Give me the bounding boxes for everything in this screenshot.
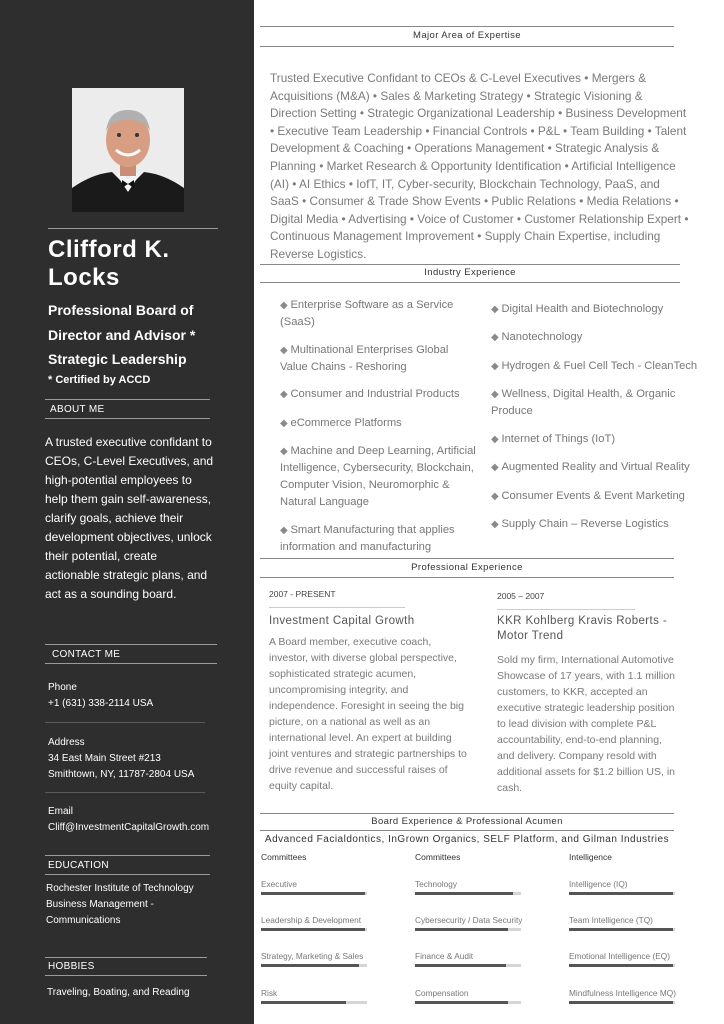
industry-item-label: Machine and Deep Learning, Artificial Intelligence, Cybersecurity, Blockchain, Computer Vision, Neuromorphic & Natural Language xyxy=(280,445,476,508)
name-line1: Clifford K. xyxy=(48,236,170,263)
divider xyxy=(260,830,674,831)
education-heading: EDUCATION xyxy=(48,860,109,871)
skill-bar-fill xyxy=(261,1001,346,1004)
skill-bar-fill xyxy=(569,1001,673,1004)
divider xyxy=(45,644,217,645)
skill-bar xyxy=(261,1001,367,1004)
skill-bar-fill xyxy=(415,892,513,895)
skill-bar xyxy=(569,964,675,967)
skill-label: Risk xyxy=(261,988,278,998)
education-degree: Business Management - xyxy=(46,899,154,910)
industry-item-label: eCommerce Platforms xyxy=(290,417,402,429)
industry-item-label: Hydrogen & Fuel Cell Tech - CleanTech xyxy=(501,360,698,372)
education-school: Rochester Institute of Technology xyxy=(46,883,194,894)
skill-bar-fill xyxy=(261,928,365,931)
certification: * Certified by ACCD xyxy=(48,374,151,386)
skill-bar xyxy=(261,928,367,931)
job-dates: 2007 - PRESENT xyxy=(269,589,336,599)
contact-heading: CONTACT ME xyxy=(52,649,121,660)
diamond-icon: ◆ xyxy=(280,525,291,536)
skill-bar xyxy=(415,964,521,967)
divider xyxy=(260,264,680,265)
hobbies-text: Traveling, Boating, and Reading xyxy=(47,987,190,998)
skill-bar xyxy=(569,1001,675,1004)
profile-name xyxy=(48,236,169,292)
industry-item xyxy=(280,443,480,511)
skill-label: Compensation xyxy=(415,988,469,998)
sidebar xyxy=(0,0,254,1024)
board-heading: Board Experience & Professional Acumen xyxy=(371,816,563,827)
divider xyxy=(45,418,210,419)
address-line2: Smithtown, NY, 11787-2804 USA xyxy=(48,769,195,780)
industry-item-label: Nanotechnology xyxy=(501,331,583,343)
industry-item-label: Supply Chain – Reverse Logistics xyxy=(501,518,669,530)
industry-item-label: Consumer and Industrial Products xyxy=(290,388,460,400)
divider xyxy=(260,46,674,47)
divider xyxy=(260,558,674,559)
industry-item xyxy=(491,488,716,505)
skill-bar-fill xyxy=(569,928,673,931)
industry-item xyxy=(491,516,706,533)
skill-bar xyxy=(261,964,367,967)
divider xyxy=(48,228,218,229)
skill-bar-fill xyxy=(415,964,506,967)
job-description: Sold my firm, International Automotive Showcase of 17 years, with 1.1 million customers, to KKR, accepted an executive strategic leadership position to lead division with complete P&L accountability, end-to-end planning, and delivery. Company resold with additional assets for $1.2 billion US, in cash. xyxy=(497,654,676,794)
divider xyxy=(45,975,207,976)
industry-item-label: Enterprise Software as a Service (SaaS) xyxy=(280,299,454,328)
skill-label: Cybersecurity / Data Security xyxy=(415,915,523,925)
skill-label: Technology xyxy=(415,879,457,889)
divider xyxy=(45,855,210,856)
skill-bar xyxy=(415,892,521,895)
skill-column-title: Committees xyxy=(415,852,461,862)
industry-item xyxy=(491,459,716,476)
diamond-icon: ◆ xyxy=(491,434,502,445)
diamond-icon: ◆ xyxy=(491,491,502,502)
skill-label: Finance & Audit xyxy=(415,951,474,961)
skill-bar-fill xyxy=(415,1001,508,1004)
divider xyxy=(45,663,217,664)
address-line1: 34 East Main Street #213 xyxy=(48,753,161,764)
skill-label: Strategy, Marketing & Sales xyxy=(261,951,364,961)
skill-label: Executive xyxy=(261,879,297,889)
diamond-icon: ◆ xyxy=(491,389,502,400)
diamond-icon: ◆ xyxy=(491,361,502,372)
about-text: A trusted executive confidant to CEOs, C-Level Executives, and high-potential employees to help them gain self-awareness, clarify goals, achieve their development objectives, unlock their potential, create actionable strategic plans, and act as a sounding board. xyxy=(45,435,214,601)
industry-item xyxy=(280,297,470,331)
profile-title: Professional Board of Director and Advisor * Strategic Leadership xyxy=(48,302,196,367)
diamond-icon: ◆ xyxy=(280,446,291,457)
divider xyxy=(45,722,205,723)
divider xyxy=(260,577,674,578)
about-heading: ABOUT ME xyxy=(50,404,105,415)
industry-item-label: Internet of Things (IoT) xyxy=(501,433,616,445)
industry-item-label: Smart Manufacturing that applies information and manufacturing xyxy=(280,524,455,553)
diamond-icon: ◆ xyxy=(280,300,291,311)
divider xyxy=(45,957,207,958)
divider xyxy=(260,26,674,27)
skill-bar xyxy=(569,928,675,931)
industry-item xyxy=(491,358,716,375)
industry-item-label: Multinational Enterprises Global Value Chains - Reshoring xyxy=(280,344,449,373)
industry-item-label: Augmented Reality and Virtual Reality xyxy=(501,461,690,473)
diamond-icon: ◆ xyxy=(491,462,502,473)
address-label: Address xyxy=(48,737,85,748)
job-dates: 2005 – 2007 xyxy=(497,591,545,601)
industry-item xyxy=(491,329,706,346)
diamond-icon: ◆ xyxy=(491,332,502,343)
skill-label: Emotional Intelligence (EQ) xyxy=(569,951,670,961)
diamond-icon: ◆ xyxy=(491,519,502,530)
skill-bar xyxy=(415,1001,521,1004)
skill-column-title: Intelligence xyxy=(569,852,613,862)
industry-item xyxy=(491,301,706,318)
divider xyxy=(45,399,210,400)
industry-item xyxy=(280,386,480,403)
skill-bar xyxy=(569,892,675,895)
divider xyxy=(45,792,205,793)
industry-item xyxy=(280,522,480,556)
diamond-icon: ◆ xyxy=(280,418,291,429)
divider xyxy=(45,874,210,875)
job-company: Investment Capital Growth xyxy=(269,615,415,627)
professional-heading: Professional Experience xyxy=(411,562,523,573)
skill-bar-fill xyxy=(261,892,365,895)
email-value[interactable]: Cliff@InvestmentCapitalGrowth.com xyxy=(48,822,210,833)
job-company: KKR Kohlberg Kravis Roberts - Motor Trend xyxy=(497,615,668,642)
industry-item xyxy=(280,342,470,376)
diamond-icon: ◆ xyxy=(280,389,291,400)
email-label: Email xyxy=(48,806,74,817)
board-companies: Advanced Facialdontics, InGrown Organics, SELF Platform, and Gilman Industries xyxy=(264,834,670,845)
phone-label: Phone xyxy=(48,682,77,693)
diamond-icon: ◆ xyxy=(491,304,502,315)
education-major: Communications xyxy=(46,915,121,926)
skill-bar-fill xyxy=(261,964,359,967)
industry-item xyxy=(280,415,480,432)
expertise-heading: Major Area of Expertise xyxy=(413,30,521,41)
diamond-icon: ◆ xyxy=(280,345,291,356)
skill-bar-fill xyxy=(569,892,673,895)
skill-bar-fill xyxy=(415,928,508,931)
skill-label: Leadership & Development xyxy=(261,915,362,925)
skill-column-title: Committees xyxy=(261,852,307,862)
skill-bar xyxy=(415,928,521,931)
divider xyxy=(497,609,635,610)
skill-bar-fill xyxy=(569,964,673,967)
industry-item xyxy=(491,431,706,448)
divider xyxy=(260,813,674,814)
divider xyxy=(260,282,680,283)
profile-photo xyxy=(72,88,184,212)
industry-item-label: Wellness, Digital Health, & Organic Produce xyxy=(491,388,676,417)
phone-value[interactable]: +1 (631) 338-2114 USA xyxy=(48,698,154,709)
hobbies-heading: HOBBIES xyxy=(48,961,95,972)
expertise-text: Trusted Executive Confidant to CEOs & C-Level Executives • Mergers & Acquisitions (M&A) • Sales & Marketing Strategy • Strategic Visioning & Direction Setting • Strategic Organizational Leadership • Business Development • Executive Team Leadership • Financial Controls • P&L • Team Building • Talent Development & Coaching • Operations Management • Strategic Analysis & Planning • Market Research & Opportunity Identification • Artificial Intelligence (AI) • AI Ethics • IofT, IT, Cyber-security, Blockchain Technology, PaaS, and SaaS • Consumer & Trade Show Events • Public Relations • Media Relations • Digital Media • Advertising • Voice of Customer • Customer Relationship Expert • Continuous Management Improvement • Supply Chain Expertise, including Reverse Logistics. xyxy=(270,71,689,261)
industry-item-label: Digital Health and Biotechnology xyxy=(501,303,664,315)
skill-label: Team Intelligence (TQ) xyxy=(569,915,653,925)
skill-label: Intelligence (IQ) xyxy=(569,879,628,889)
portrait-image xyxy=(72,88,184,212)
skill-label: Mindfulness Intelligence MQ) xyxy=(569,988,676,998)
name-line2: Locks xyxy=(48,264,120,291)
job-description: A Board member, executive coach, investor, with diverse global perspective, sophisticated strategic acumen, uncompromising integrity, and independence. Foresight in seeing the big picture, on a national as well as an international level. An expert at building joint ventures and strategic partnerships to drive revenue and successful raises of equity capital. xyxy=(269,636,467,792)
industry-item xyxy=(491,386,701,420)
divider xyxy=(269,607,405,608)
skill-bar xyxy=(261,892,367,895)
industry-heading: Industry Experience xyxy=(424,267,516,278)
industry-item-label: Consumer Events & Event Marketing xyxy=(501,490,685,502)
